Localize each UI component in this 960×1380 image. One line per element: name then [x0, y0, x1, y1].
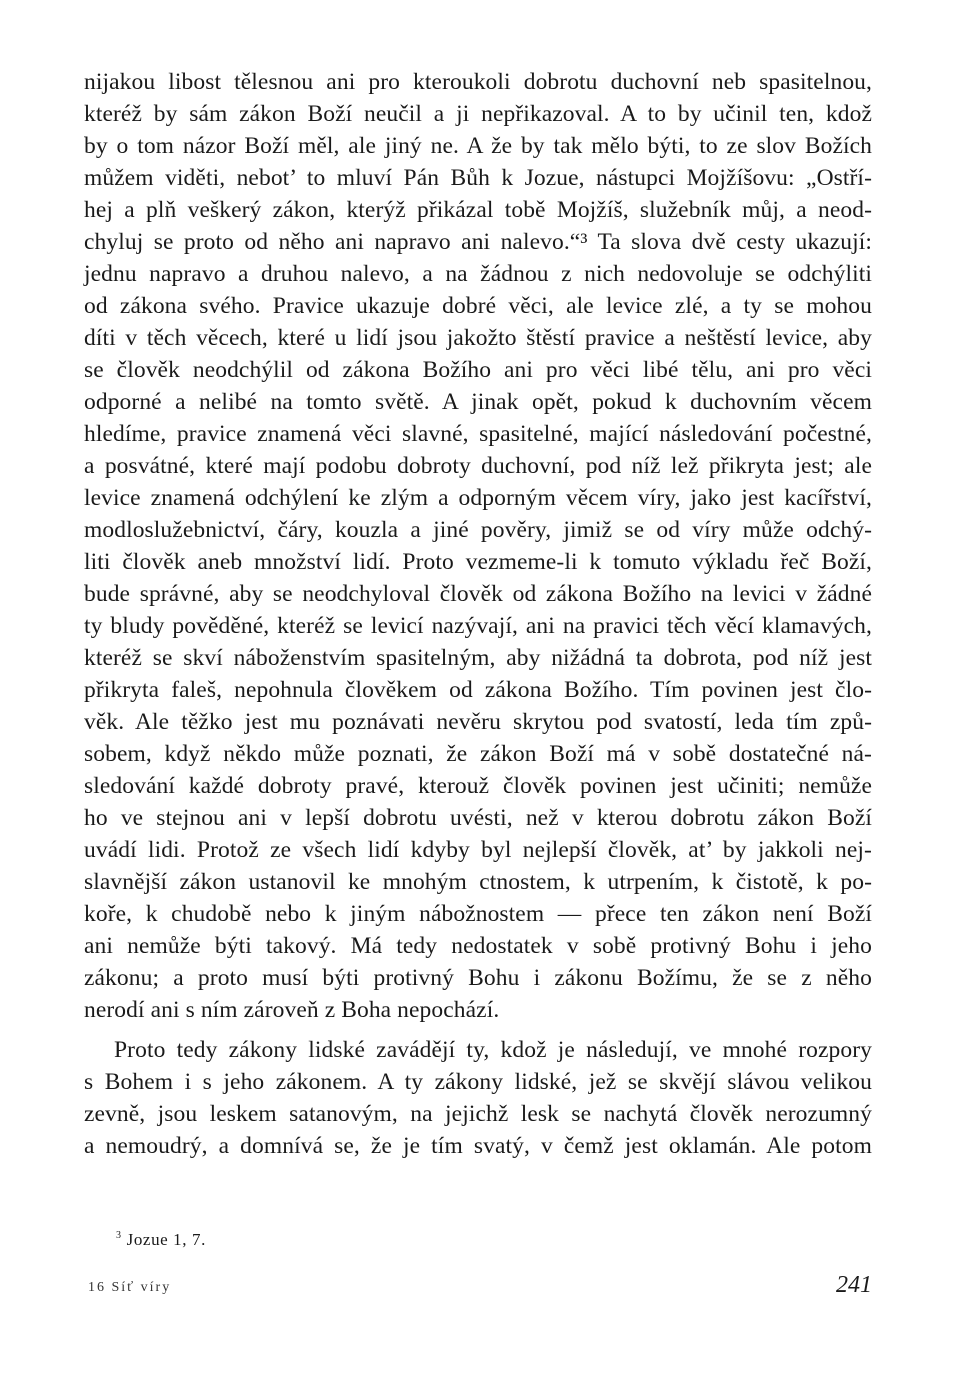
text-line: díti v těch věcech, které u lidí jsou jakožto štěstí pravice a neštěstí levice, aby	[84, 325, 872, 351]
text-line: kteréž se skví náboženstvím spasitelným, aby nižádná ta dobrota, pod níž jest	[84, 645, 872, 671]
paragraph-first-line: Proto tedy zákony lidské zavádějí ty, kdož je následují, ve mnohé rozpory	[114, 1037, 872, 1063]
footnote-text: Jozue 1, 7.	[126, 1230, 206, 1249]
text-line: slavnější zákon ustanovil ke mnohým ctnostem, k utrpením, k čistotě, k po-	[84, 869, 872, 895]
text-line: přikryta faleš, nepohnula člověkem od zákona Božího. Tím povinen jest člo-	[84, 677, 872, 703]
text-line: uvádí lidi. Protož ze všech lidí kdyby byl nejlepší člověk, at’ by jakkoli nej-	[84, 837, 872, 863]
paragraph-last-line: nerodí ani s ním zároveň z Boha nepochází.	[84, 997, 500, 1023]
footnote-marker: 3	[116, 1230, 122, 1241]
text-line: zevně, jsou leskem satanovým, na jejichž lesk se nachytá člověk nerozumný	[84, 1101, 872, 1127]
text-line: modloslužebnictví, čáry, kouzla a jiné pověry, jimiž se od víry může odchý-	[84, 517, 872, 543]
text-line: kteréž by sám zákon Boží neučil a ji nepřikazoval. A to by učinil ten, kdož	[84, 101, 872, 127]
text-line: by o tom názor Boží měl, ale jiný ne. A že by tak mělo býti, to ze slov Božích	[84, 133, 872, 159]
text-line: bude správné, aby se neodchyloval člověk od zákona Božího na levici v žádné	[84, 581, 872, 607]
text-line: levice znamená odchýlení ke zlým a odporným věcem víry, jako jest kacířství,	[84, 485, 872, 511]
text-line: nijakou libost tělesnou ani pro kteroukoli dobrotu duchovní neb spasitelnou,	[84, 69, 872, 95]
text-line: ho ve stejnou ani v lepší dobrotu uvésti, než v kterou dobrotu zákon Boží	[84, 805, 872, 831]
text-line: sledování každé dobroty pravé, kterouž člověk povinen jest učiniti; nemůže	[84, 773, 872, 799]
text-line: můžem viděti, nebot’ to mluví Pán Bůh k Jozue, nástupci Mojžíšovu: „Ostří-	[84, 165, 872, 191]
text-line: a nemoudrý, a domnívá se, že je tím svatý, v čemž jest oklamán. Ale potom	[84, 1133, 872, 1159]
text-line: se člověk neodchýlil od zákona Božího ani pro věci libé tělu, ani pro věci	[84, 357, 872, 383]
book-page	[84, 66, 872, 1326]
text-line: hej a plň veškerý zákon, kterýž přikázal tobě Mojžíš, služebník můj, a neod-	[84, 197, 872, 223]
text-line: odporné a nelibé na tomto světě. A jinak opět, pokud k duchovním věcem	[84, 389, 872, 415]
text-line: a posvátné, které mají podobu dobroty duchovní, pod níž lež přikryta jest; ale	[84, 453, 872, 479]
text-line: koře, k chudobě nebo k jiným nábožnostem — přece ten zákon není Boží	[84, 901, 872, 927]
text-line: jednu napravo a druhou nalevo, a na žádnou z nich nedovoluje se odchýliti	[84, 261, 872, 287]
text-line: s Bohem i s jeho zákonem. A ty zákony lidské, jež se skvějí slávou velikou	[84, 1069, 872, 1095]
text-line: sobem, když někdo může poznati, že zákon Boží má v sobě dostatečné ná-	[84, 741, 872, 767]
page-number: 241	[836, 1272, 872, 1298]
text-line: hledíme, pravice znamená věci slavné, spasitelné, mající následování počestné,	[84, 421, 872, 447]
text-line: ani nemůže býti takový. Má tedy nedostatek v sobě protivný Bohu i jeho	[84, 933, 872, 959]
text-line: ty bludy pověděné, kteréž se levicí nazývají, ani na pravici těch věcí klamavých,	[84, 613, 872, 639]
text-line: chyluj se proto od něho ani napravo ani nalevo.“³ Ta slova dvě cesty ukazují:	[84, 229, 872, 255]
text-line: od zákona svého. Pravice ukazuje dobré věci, ale levice zlé, a ty se mohou	[84, 293, 872, 319]
footnote	[116, 1225, 206, 1251]
text-line: liti člověk aneb množství lidí. Proto vezmeme-li k tomuto výkladu řeč Boží,	[84, 549, 872, 575]
text-line: věk. Ale těžko jest mu poznávati nevěru skrytou pod svatostí, leda tím způ-	[84, 709, 872, 735]
printer-signature: 16 Síť víry	[88, 1280, 172, 1295]
text-line: zákonu; a proto musí býti protivný Bohu i zákonu Božímu, že se z něho	[84, 965, 872, 991]
